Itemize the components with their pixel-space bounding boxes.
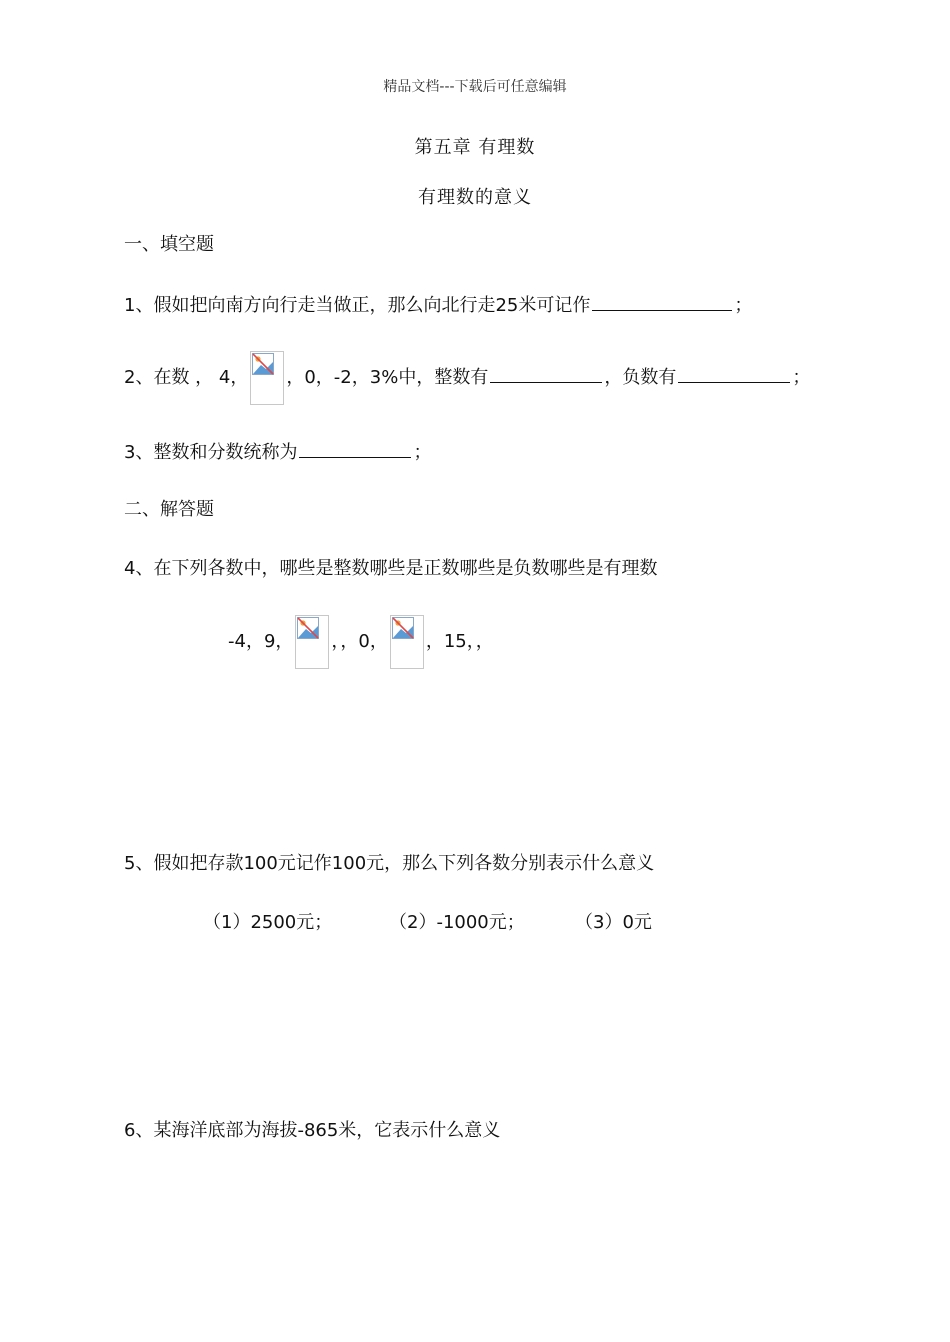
question-5-text: 5、假如把存款100元记作100元，那么下列各数分别表示什么意义 [124,853,655,874]
broken-image-icon [390,615,424,669]
question-2-middle: ，0，-2，3%中，整数有 [286,367,489,388]
question-2-end: ； [792,367,811,388]
question-3-text: 3、整数和分数统称为 [124,442,298,463]
section-title: 有理数的意义 [418,187,532,208]
broken-image-icon [295,615,329,669]
question-5-sub-2: （2）-1000元； [389,912,525,933]
page-header: 精品文档---下载后可任意编辑 [383,79,567,95]
question-4-seq-a: -4，9， [228,631,294,652]
broken-image-icon [250,351,284,405]
question-4-seq-b: ，，0， [331,631,388,652]
chapter-title: 第五章 有理数 [414,137,536,158]
question-1-end: ； [734,295,753,316]
answer-blank-2b [678,364,790,383]
answer-blank-1 [592,292,732,311]
question-1 [124,292,752,318]
question-5-sub-3: （3）0元 [575,912,652,933]
question-3 [124,439,431,465]
question-6-text: 6、某海洋底部为海拔-865米，它表示什么意义 [124,1120,501,1141]
question-4-seq-c: ，15，， [425,631,494,652]
question-2-sep: ，负数有 [604,367,677,388]
question-1-text: 1、假如把向南方向行走当做正，那么向北行走25米可记作 [124,295,591,316]
question-3-end: ； [413,442,432,463]
question-4-sequence [228,614,494,670]
answer-blank-2a [490,364,602,383]
question-2 [124,350,810,406]
part1-heading: 一、填空题 [124,234,214,255]
question-2-prefix: 2、在数 ， 4， [124,367,249,388]
answer-blank-3 [299,439,411,458]
question-4-text: 4、在下列各数中，哪些是整数哪些是正数哪些是负数哪些是有理数 [124,558,658,579]
part2-heading: 二、解答题 [124,499,214,520]
question-5-sub-1: （1）2500元； [203,912,333,933]
